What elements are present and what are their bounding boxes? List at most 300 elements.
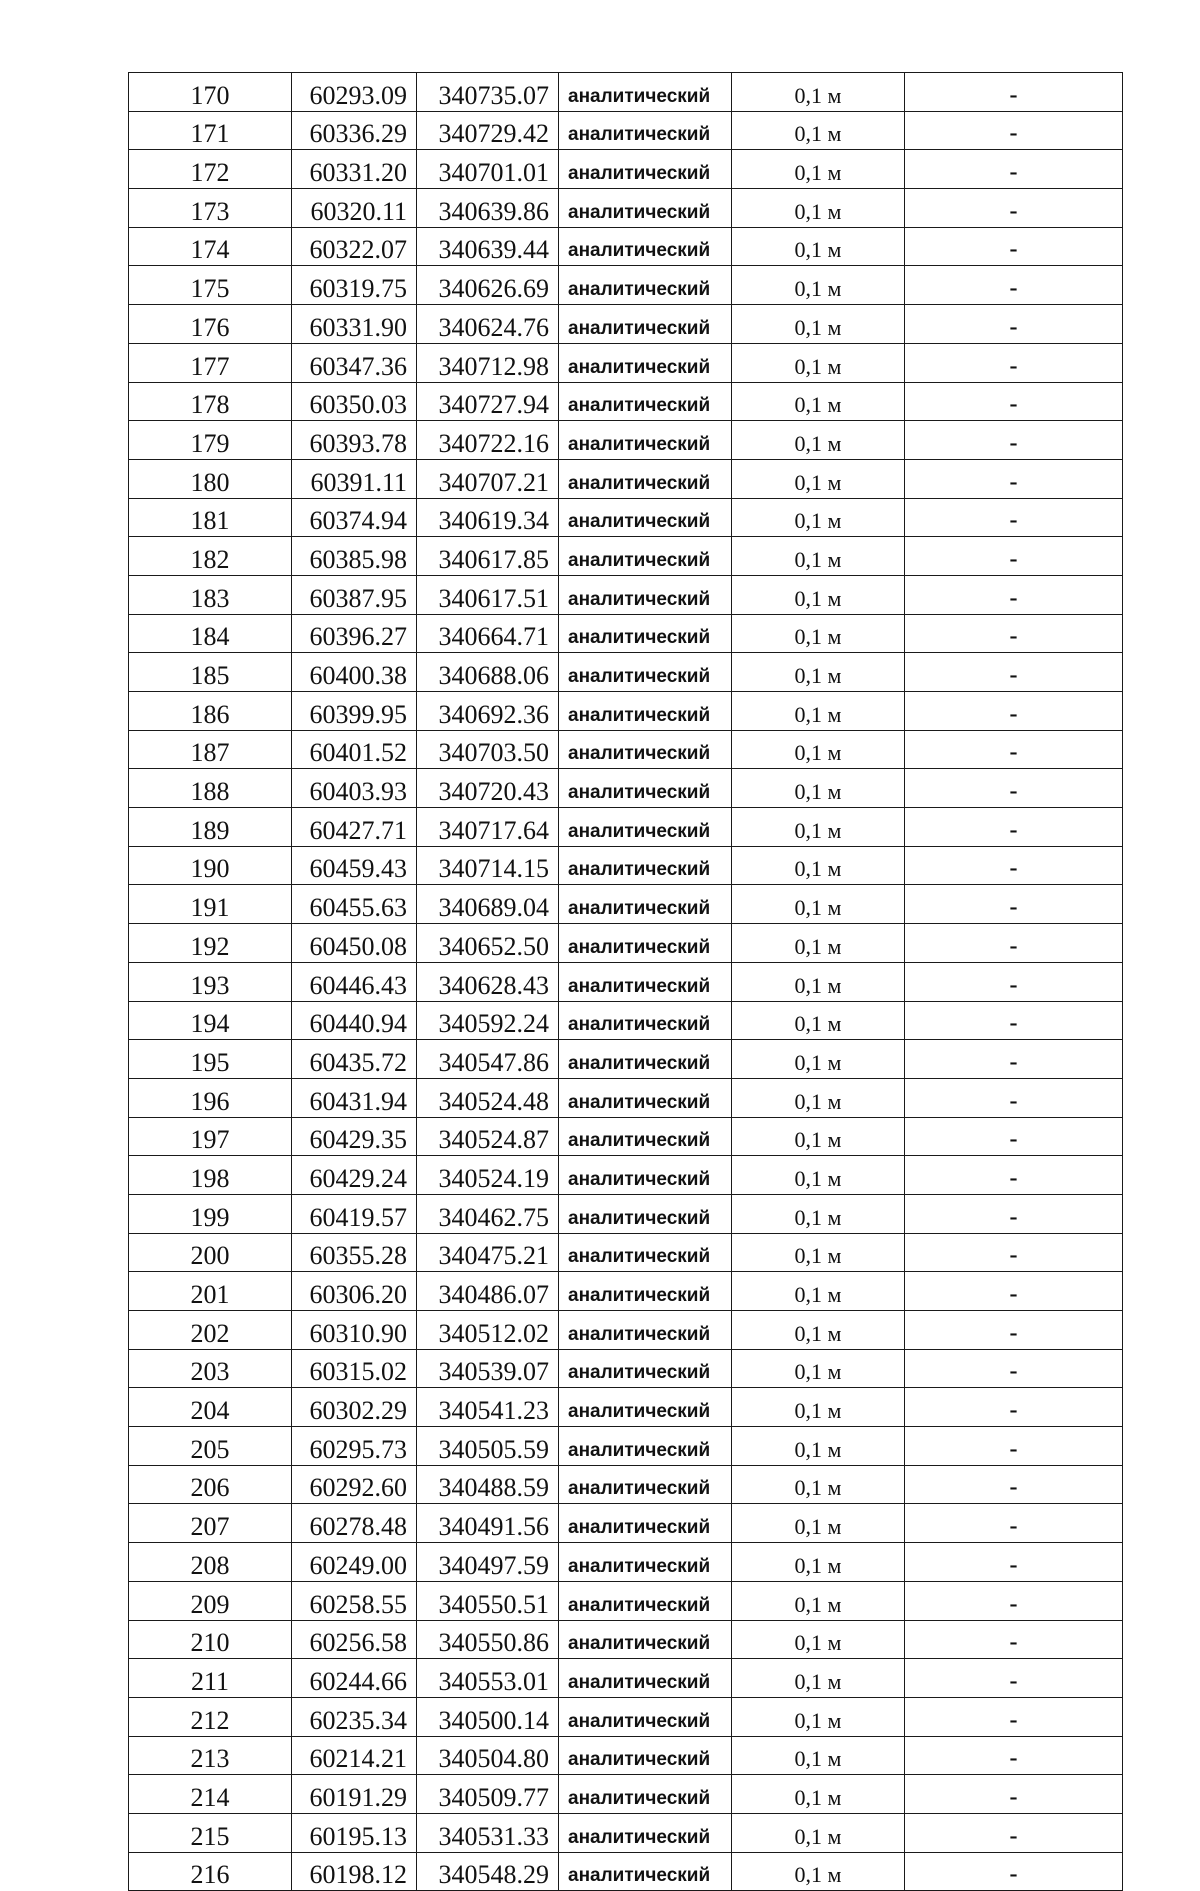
y-coordinate-cell: 340486.07: [417, 1272, 559, 1311]
note-cell: -: [905, 962, 1123, 1001]
accuracy-cell: 0,1 м: [732, 382, 905, 421]
table-row: [129, 150, 1123, 189]
x-coordinate-cell: 60391.11: [292, 459, 417, 498]
method-cell: аналитический: [559, 498, 732, 537]
table-row: [129, 537, 1123, 576]
accuracy-cell: 0,1 м: [732, 189, 905, 228]
point-number-cell: 206: [129, 1465, 292, 1504]
point-number-cell: 207: [129, 1504, 292, 1543]
point-number-cell: 183: [129, 575, 292, 614]
accuracy-cell: 0,1 м: [732, 227, 905, 266]
table-row: [129, 266, 1123, 305]
x-coordinate-cell: 60198.12: [292, 1852, 417, 1891]
point-number-cell: 190: [129, 846, 292, 885]
point-number-cell: 187: [129, 730, 292, 769]
method-cell: аналитический: [559, 1156, 732, 1195]
table-row: [129, 343, 1123, 382]
note-cell: -: [905, 924, 1123, 963]
y-coordinate-cell: 340664.71: [417, 614, 559, 653]
note-cell: -: [905, 1349, 1123, 1388]
method-cell: аналитический: [559, 1659, 732, 1698]
table-row: [129, 459, 1123, 498]
note-cell: -: [905, 730, 1123, 769]
accuracy-cell: 0,1 м: [732, 1852, 905, 1891]
table-body: [129, 73, 1123, 1891]
y-coordinate-cell: 340504.80: [417, 1736, 559, 1775]
accuracy-cell: 0,1 м: [732, 1078, 905, 1117]
y-coordinate-cell: 340548.29: [417, 1852, 559, 1891]
y-coordinate-cell: 340722.16: [417, 421, 559, 460]
x-coordinate-cell: 60435.72: [292, 1040, 417, 1079]
x-coordinate-cell: 60459.43: [292, 846, 417, 885]
table-row: [129, 1233, 1123, 1272]
table-row: [129, 1697, 1123, 1736]
note-cell: -: [905, 1388, 1123, 1427]
method-cell: аналитический: [559, 1465, 732, 1504]
point-number-cell: 175: [129, 266, 292, 305]
note-cell: -: [905, 1156, 1123, 1195]
table-row: [129, 73, 1123, 112]
x-coordinate-cell: 60385.98: [292, 537, 417, 576]
accuracy-cell: 0,1 м: [732, 1775, 905, 1814]
method-cell: аналитический: [559, 305, 732, 344]
point-number-cell: 209: [129, 1581, 292, 1620]
accuracy-cell: 0,1 м: [732, 730, 905, 769]
accuracy-cell: 0,1 м: [732, 1736, 905, 1775]
x-coordinate-cell: 60256.58: [292, 1620, 417, 1659]
y-coordinate-cell: 340500.14: [417, 1697, 559, 1736]
accuracy-cell: 0,1 м: [732, 769, 905, 808]
x-coordinate-cell: 60278.48: [292, 1504, 417, 1543]
method-cell: аналитический: [559, 885, 732, 924]
method-cell: аналитический: [559, 111, 732, 150]
note-cell: -: [905, 305, 1123, 344]
note-cell: -: [905, 382, 1123, 421]
accuracy-cell: 0,1 м: [732, 1504, 905, 1543]
accuracy-cell: 0,1 м: [732, 1040, 905, 1079]
table-row: [129, 189, 1123, 228]
method-cell: аналитический: [559, 1194, 732, 1233]
note-cell: -: [905, 1581, 1123, 1620]
point-number-cell: 192: [129, 924, 292, 963]
note-cell: -: [905, 1001, 1123, 1040]
y-coordinate-cell: 340639.86: [417, 189, 559, 228]
point-number-cell: 178: [129, 382, 292, 421]
accuracy-cell: 0,1 м: [732, 150, 905, 189]
note-cell: -: [905, 1427, 1123, 1466]
point-number-cell: 204: [129, 1388, 292, 1427]
point-number-cell: 196: [129, 1078, 292, 1117]
table-row: [129, 382, 1123, 421]
method-cell: аналитический: [559, 343, 732, 382]
coordinates-table: [128, 72, 1123, 1891]
accuracy-cell: 0,1 м: [732, 962, 905, 1001]
accuracy-cell: 0,1 м: [732, 1117, 905, 1156]
x-coordinate-cell: 60320.11: [292, 189, 417, 228]
point-number-cell: 216: [129, 1852, 292, 1891]
table-row: [129, 498, 1123, 537]
point-number-cell: 174: [129, 227, 292, 266]
table-row: [129, 227, 1123, 266]
accuracy-cell: 0,1 м: [732, 498, 905, 537]
method-cell: аналитический: [559, 382, 732, 421]
accuracy-cell: 0,1 м: [732, 885, 905, 924]
point-number-cell: 198: [129, 1156, 292, 1195]
method-cell: аналитический: [559, 1581, 732, 1620]
method-cell: аналитический: [559, 1620, 732, 1659]
method-cell: аналитический: [559, 730, 732, 769]
y-coordinate-cell: 340531.33: [417, 1813, 559, 1852]
y-coordinate-cell: 340617.85: [417, 537, 559, 576]
y-coordinate-cell: 340727.94: [417, 382, 559, 421]
accuracy-cell: 0,1 м: [732, 614, 905, 653]
method-cell: аналитический: [559, 73, 732, 112]
note-cell: -: [905, 343, 1123, 382]
note-cell: -: [905, 459, 1123, 498]
note-cell: -: [905, 1311, 1123, 1350]
accuracy-cell: 0,1 м: [732, 1543, 905, 1582]
y-coordinate-cell: 340639.44: [417, 227, 559, 266]
table-row: [129, 111, 1123, 150]
table-row: [129, 1311, 1123, 1350]
y-coordinate-cell: 340488.59: [417, 1465, 559, 1504]
note-cell: -: [905, 1736, 1123, 1775]
x-coordinate-cell: 60400.38: [292, 653, 417, 692]
y-coordinate-cell: 340550.51: [417, 1581, 559, 1620]
method-cell: аналитический: [559, 1311, 732, 1350]
method-cell: аналитический: [559, 692, 732, 731]
table-row: [129, 730, 1123, 769]
x-coordinate-cell: 60401.52: [292, 730, 417, 769]
x-coordinate-cell: 60336.29: [292, 111, 417, 150]
x-coordinate-cell: 60191.29: [292, 1775, 417, 1814]
x-coordinate-cell: 60396.27: [292, 614, 417, 653]
note-cell: -: [905, 227, 1123, 266]
point-number-cell: 191: [129, 885, 292, 924]
point-number-cell: 170: [129, 73, 292, 112]
table-row: [129, 1040, 1123, 1079]
table-row: [129, 1427, 1123, 1466]
note-cell: -: [905, 1852, 1123, 1891]
x-coordinate-cell: 60292.60: [292, 1465, 417, 1504]
point-number-cell: 173: [129, 189, 292, 228]
y-coordinate-cell: 340652.50: [417, 924, 559, 963]
accuracy-cell: 0,1 м: [732, 111, 905, 150]
note-cell: -: [905, 1194, 1123, 1233]
table-row: [129, 846, 1123, 885]
table-row: [129, 1078, 1123, 1117]
x-coordinate-cell: 60258.55: [292, 1581, 417, 1620]
table-row: [129, 1504, 1123, 1543]
y-coordinate-cell: 340703.50: [417, 730, 559, 769]
table-row: [129, 1852, 1123, 1891]
accuracy-cell: 0,1 м: [732, 73, 905, 112]
accuracy-cell: 0,1 м: [732, 1349, 905, 1388]
x-coordinate-cell: 60306.20: [292, 1272, 417, 1311]
y-coordinate-cell: 340541.23: [417, 1388, 559, 1427]
x-coordinate-cell: 60446.43: [292, 962, 417, 1001]
table-row: [129, 1581, 1123, 1620]
y-coordinate-cell: 340524.87: [417, 1117, 559, 1156]
y-coordinate-cell: 340539.07: [417, 1349, 559, 1388]
table-row: [129, 1388, 1123, 1427]
method-cell: аналитический: [559, 962, 732, 1001]
x-coordinate-cell: 60355.28: [292, 1233, 417, 1272]
point-number-cell: 189: [129, 808, 292, 847]
method-cell: аналитический: [559, 266, 732, 305]
accuracy-cell: 0,1 м: [732, 266, 905, 305]
x-coordinate-cell: 60195.13: [292, 1813, 417, 1852]
note-cell: -: [905, 808, 1123, 847]
x-coordinate-cell: 60347.36: [292, 343, 417, 382]
accuracy-cell: 0,1 м: [732, 846, 905, 885]
method-cell: аналитический: [559, 1813, 732, 1852]
method-cell: аналитический: [559, 1852, 732, 1891]
accuracy-cell: 0,1 м: [732, 692, 905, 731]
point-number-cell: 214: [129, 1775, 292, 1814]
method-cell: аналитический: [559, 1427, 732, 1466]
table-row: [129, 1349, 1123, 1388]
note-cell: -: [905, 846, 1123, 885]
method-cell: аналитический: [559, 653, 732, 692]
x-coordinate-cell: 60331.90: [292, 305, 417, 344]
y-coordinate-cell: 340701.01: [417, 150, 559, 189]
method-cell: аналитический: [559, 846, 732, 885]
x-coordinate-cell: 60235.34: [292, 1697, 417, 1736]
x-coordinate-cell: 60431.94: [292, 1078, 417, 1117]
point-number-cell: 193: [129, 962, 292, 1001]
method-cell: аналитический: [559, 150, 732, 189]
y-coordinate-cell: 340550.86: [417, 1620, 559, 1659]
point-number-cell: 194: [129, 1001, 292, 1040]
y-coordinate-cell: 340714.15: [417, 846, 559, 885]
table-row: [129, 808, 1123, 847]
y-coordinate-cell: 340462.75: [417, 1194, 559, 1233]
table-row: [129, 421, 1123, 460]
x-coordinate-cell: 60310.90: [292, 1311, 417, 1350]
accuracy-cell: 0,1 м: [732, 1427, 905, 1466]
method-cell: аналитический: [559, 1078, 732, 1117]
accuracy-cell: 0,1 м: [732, 1581, 905, 1620]
point-number-cell: 205: [129, 1427, 292, 1466]
table-row: [129, 1775, 1123, 1814]
accuracy-cell: 0,1 м: [732, 537, 905, 576]
x-coordinate-cell: 60319.75: [292, 266, 417, 305]
note-cell: -: [905, 885, 1123, 924]
y-coordinate-cell: 340524.19: [417, 1156, 559, 1195]
accuracy-cell: 0,1 м: [732, 1001, 905, 1040]
x-coordinate-cell: 60387.95: [292, 575, 417, 614]
note-cell: -: [905, 1659, 1123, 1698]
x-coordinate-cell: 60427.71: [292, 808, 417, 847]
y-coordinate-cell: 340717.64: [417, 808, 559, 847]
y-coordinate-cell: 340626.69: [417, 266, 559, 305]
point-number-cell: 210: [129, 1620, 292, 1659]
y-coordinate-cell: 340624.76: [417, 305, 559, 344]
table-row: [129, 1659, 1123, 1698]
note-cell: -: [905, 575, 1123, 614]
note-cell: -: [905, 1465, 1123, 1504]
table-row: [129, 1194, 1123, 1233]
x-coordinate-cell: 60293.09: [292, 73, 417, 112]
method-cell: аналитический: [559, 575, 732, 614]
table-row: [129, 769, 1123, 808]
note-cell: -: [905, 266, 1123, 305]
point-number-cell: 186: [129, 692, 292, 731]
method-cell: аналитический: [559, 1775, 732, 1814]
y-coordinate-cell: 340735.07: [417, 73, 559, 112]
method-cell: аналитический: [559, 1272, 732, 1311]
y-coordinate-cell: 340553.01: [417, 1659, 559, 1698]
method-cell: аналитический: [559, 808, 732, 847]
method-cell: аналитический: [559, 1001, 732, 1040]
point-number-cell: 181: [129, 498, 292, 537]
accuracy-cell: 0,1 м: [732, 653, 905, 692]
y-coordinate-cell: 340617.51: [417, 575, 559, 614]
x-coordinate-cell: 60429.35: [292, 1117, 417, 1156]
accuracy-cell: 0,1 м: [732, 1194, 905, 1233]
x-coordinate-cell: 60244.66: [292, 1659, 417, 1698]
point-number-cell: 208: [129, 1543, 292, 1582]
accuracy-cell: 0,1 м: [732, 808, 905, 847]
point-number-cell: 203: [129, 1349, 292, 1388]
point-number-cell: 197: [129, 1117, 292, 1156]
point-number-cell: 179: [129, 421, 292, 460]
method-cell: аналитический: [559, 1233, 732, 1272]
note-cell: -: [905, 1233, 1123, 1272]
point-number-cell: 199: [129, 1194, 292, 1233]
x-coordinate-cell: 60450.08: [292, 924, 417, 963]
point-number-cell: 184: [129, 614, 292, 653]
note-cell: -: [905, 1078, 1123, 1117]
method-cell: аналитический: [559, 1736, 732, 1775]
note-cell: -: [905, 692, 1123, 731]
method-cell: аналитический: [559, 421, 732, 460]
note-cell: -: [905, 73, 1123, 112]
table-row: [129, 1001, 1123, 1040]
table-row: [129, 1156, 1123, 1195]
point-number-cell: 172: [129, 150, 292, 189]
point-number-cell: 200: [129, 1233, 292, 1272]
table-row: [129, 1543, 1123, 1582]
note-cell: -: [905, 1504, 1123, 1543]
y-coordinate-cell: 340505.59: [417, 1427, 559, 1466]
note-cell: -: [905, 537, 1123, 576]
accuracy-cell: 0,1 м: [732, 1813, 905, 1852]
x-coordinate-cell: 60455.63: [292, 885, 417, 924]
point-number-cell: 201: [129, 1272, 292, 1311]
x-coordinate-cell: 60322.07: [292, 227, 417, 266]
x-coordinate-cell: 60403.93: [292, 769, 417, 808]
note-cell: -: [905, 150, 1123, 189]
point-number-cell: 182: [129, 537, 292, 576]
accuracy-cell: 0,1 м: [732, 1388, 905, 1427]
y-coordinate-cell: 340628.43: [417, 962, 559, 1001]
method-cell: аналитический: [559, 227, 732, 266]
accuracy-cell: 0,1 м: [732, 1156, 905, 1195]
y-coordinate-cell: 340688.06: [417, 653, 559, 692]
note-cell: -: [905, 1040, 1123, 1079]
x-coordinate-cell: 60214.21: [292, 1736, 417, 1775]
note-cell: -: [905, 1620, 1123, 1659]
method-cell: аналитический: [559, 189, 732, 228]
method-cell: аналитический: [559, 1697, 732, 1736]
y-coordinate-cell: 340475.21: [417, 1233, 559, 1272]
x-coordinate-cell: 60249.00: [292, 1543, 417, 1582]
table-row: [129, 1736, 1123, 1775]
table-row: [129, 1117, 1123, 1156]
point-number-cell: 177: [129, 343, 292, 382]
table-row: [129, 692, 1123, 731]
point-number-cell: 202: [129, 1311, 292, 1350]
accuracy-cell: 0,1 м: [732, 343, 905, 382]
accuracy-cell: 0,1 м: [732, 305, 905, 344]
x-coordinate-cell: 60393.78: [292, 421, 417, 460]
point-number-cell: 171: [129, 111, 292, 150]
method-cell: аналитический: [559, 1388, 732, 1427]
y-coordinate-cell: 340707.21: [417, 459, 559, 498]
method-cell: аналитический: [559, 1117, 732, 1156]
accuracy-cell: 0,1 м: [732, 1233, 905, 1272]
x-coordinate-cell: 60350.03: [292, 382, 417, 421]
accuracy-cell: 0,1 м: [732, 1272, 905, 1311]
point-number-cell: 213: [129, 1736, 292, 1775]
y-coordinate-cell: 340509.77: [417, 1775, 559, 1814]
x-coordinate-cell: 60302.29: [292, 1388, 417, 1427]
note-cell: -: [905, 111, 1123, 150]
accuracy-cell: 0,1 м: [732, 1659, 905, 1698]
accuracy-cell: 0,1 м: [732, 421, 905, 460]
y-coordinate-cell: 340729.42: [417, 111, 559, 150]
point-number-cell: 180: [129, 459, 292, 498]
point-number-cell: 185: [129, 653, 292, 692]
x-coordinate-cell: 60295.73: [292, 1427, 417, 1466]
y-coordinate-cell: 340712.98: [417, 343, 559, 382]
x-coordinate-cell: 60331.20: [292, 150, 417, 189]
table-row: [129, 885, 1123, 924]
note-cell: -: [905, 1697, 1123, 1736]
y-coordinate-cell: 340547.86: [417, 1040, 559, 1079]
y-coordinate-cell: 340692.36: [417, 692, 559, 731]
x-coordinate-cell: 60419.57: [292, 1194, 417, 1233]
table-row: [129, 1620, 1123, 1659]
table-row: [129, 575, 1123, 614]
table-row: [129, 924, 1123, 963]
note-cell: -: [905, 1117, 1123, 1156]
note-cell: -: [905, 1813, 1123, 1852]
y-coordinate-cell: 340512.02: [417, 1311, 559, 1350]
y-coordinate-cell: 340619.34: [417, 498, 559, 537]
note-cell: -: [905, 1775, 1123, 1814]
x-coordinate-cell: 60399.95: [292, 692, 417, 731]
point-number-cell: 188: [129, 769, 292, 808]
method-cell: аналитический: [559, 924, 732, 963]
x-coordinate-cell: 60315.02: [292, 1349, 417, 1388]
method-cell: аналитический: [559, 1040, 732, 1079]
note-cell: -: [905, 653, 1123, 692]
y-coordinate-cell: 340524.48: [417, 1078, 559, 1117]
accuracy-cell: 0,1 м: [732, 575, 905, 614]
table-row: [129, 614, 1123, 653]
note-cell: -: [905, 1272, 1123, 1311]
y-coordinate-cell: 340592.24: [417, 1001, 559, 1040]
point-number-cell: 212: [129, 1697, 292, 1736]
accuracy-cell: 0,1 м: [732, 1465, 905, 1504]
table-row: [129, 1272, 1123, 1311]
table-row: [129, 653, 1123, 692]
accuracy-cell: 0,1 м: [732, 1311, 905, 1350]
accuracy-cell: 0,1 м: [732, 1620, 905, 1659]
